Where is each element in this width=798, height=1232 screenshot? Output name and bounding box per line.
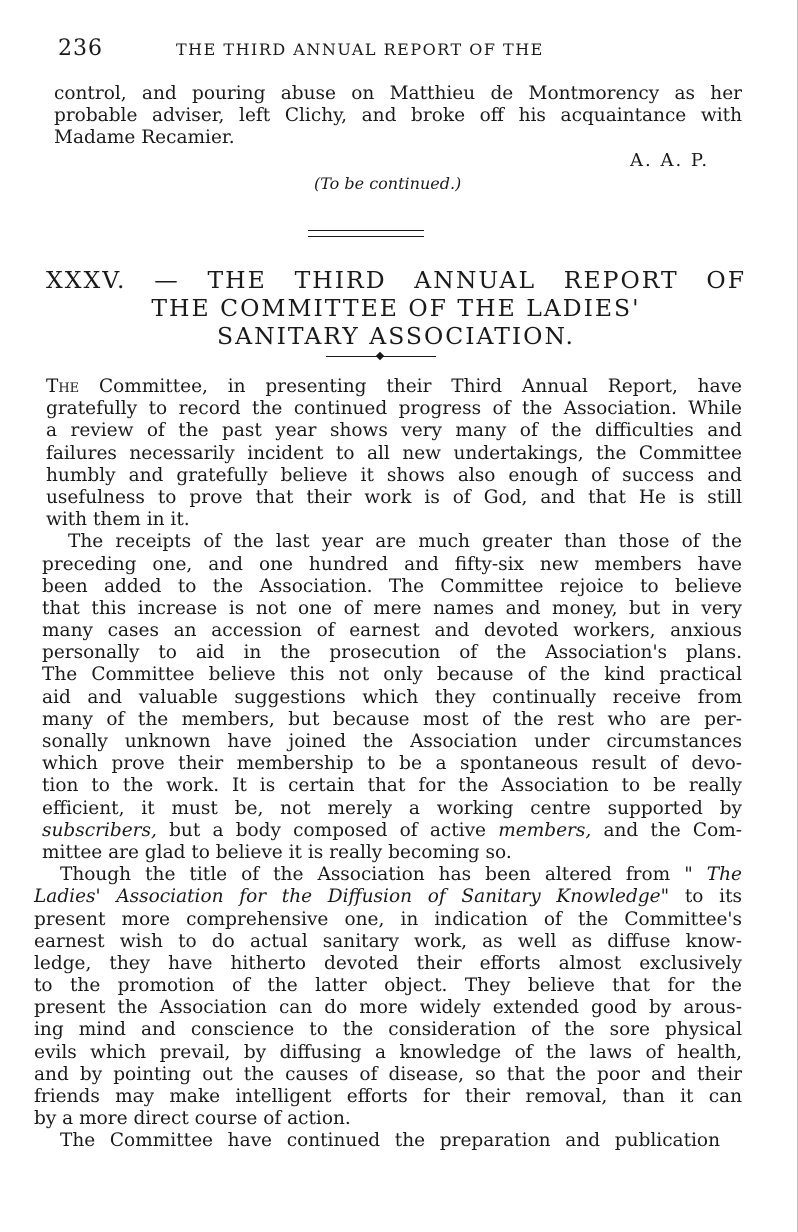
text-line: aid and valuable suggestions which they continually receive from — [42, 686, 742, 708]
section-title — [46, 266, 746, 350]
page-header — [58, 36, 748, 64]
author-initials: A. A. P. — [630, 150, 710, 171]
text-line: control, and pouring abuse on Matthieu de Montmorency as her — [54, 83, 742, 104]
text-line: ing mind and conscience to the consideration of the sore physical — [34, 1019, 742, 1041]
text-line: with them in it. — [46, 509, 190, 531]
text-line: The Committee have continued the preparation and publication — [60, 1130, 720, 1152]
text-line: tion to the work. It is certain that for the Association to be really — [42, 775, 742, 797]
text-line: usefulness to prove that their work is of God, and that He is still — [46, 486, 742, 508]
section-title-line: SANITARY ASSOCIATION. — [217, 322, 575, 350]
text-line: evils which prevail, by diffusing a knowledge of the laws of health, — [34, 1041, 742, 1063]
section-title-line: XXXV. — THE THIRD ANNUAL REPORT OF — [46, 266, 746, 294]
text-line: and by pointing out the causes of disease, so that the poor and their — [34, 1063, 742, 1085]
text-line: ledge, they have hitherto devoted their efforts almost exclusively — [34, 952, 742, 974]
section-divider-rule — [308, 236, 424, 237]
title-ornament — [326, 352, 436, 362]
lead-word: The — [46, 376, 80, 397]
text-line: to the promotion of the latter object. They believe that for the — [34, 975, 742, 997]
text-line: a review of the past year shows very many of the difficulties and — [46, 420, 742, 442]
to-be-continued-note: (To be continued.) — [314, 174, 462, 193]
text-line: The Committee believe this not only because of the kind practical — [42, 664, 742, 686]
text-line: probable adviser, left Clichy, and broke off his acquaintance with — [54, 105, 742, 127]
section-title-line: THE COMMITTEE OF THE LADIES' — [151, 294, 641, 322]
text-line: by a more direct course of action. — [34, 1108, 351, 1130]
text-line: The Committee, in presenting their Third Annual Report, have — [46, 376, 742, 397]
text-line: been added to the Association. The Committee rejoice to believe — [42, 575, 742, 597]
text-line: The receipts of the last year are much greater than those of the — [68, 531, 742, 553]
running-head: THE THIRD ANNUAL REPORT OF THE — [176, 40, 544, 59]
text-line: many cases an accession of earnest and devoted workers, anxious — [42, 620, 742, 642]
text-line: present the Association can do more widely extended good by arous- — [34, 997, 742, 1019]
text-line: personally to aid in the prosecution of the Association's plans. — [42, 642, 742, 664]
text-line: humbly and gratefully believe it shows also enough of success and — [46, 464, 742, 486]
text-line: gratefully to record the continued progress of the Association. While — [46, 398, 742, 420]
text-line: which prove their membership to be a spontaneous result of devo- — [42, 753, 742, 775]
text-line: friends may make intelligent efforts for their removal, than it can — [34, 1086, 742, 1107]
section-divider-rule — [308, 230, 424, 231]
page-number: 236 — [58, 36, 103, 61]
text-line: sonally unknown have joined the Association under circumstances — [42, 731, 742, 752]
text-line: present more comprehensive one, in indication of the Committee's — [34, 908, 742, 930]
text-line: mittee are glad to believe it is really becoming so. — [42, 841, 512, 863]
text-line: failures necessarily incident to all new undertakings, the Committee — [46, 442, 742, 464]
text-line: earnest wish to do actual sanitary work, as well as diffuse know- — [34, 930, 742, 952]
text-line: that this increase is not one of mere names and money, but in very — [42, 597, 742, 619]
text-line: Madame Recamier. — [54, 127, 235, 149]
text-line: many of the members, but because most of the rest who are per- — [42, 708, 742, 730]
text-line: Though the title of the Association has been altered from " The — [60, 864, 742, 886]
text-line: subscribers, but a body composed of active members, and the Com- — [42, 819, 743, 841]
continuation-text — [34, 83, 742, 150]
text-line: Ladies' Association for the Diffusion of Sanitary Knowledge" to its — [34, 886, 742, 908]
diamond-icon — [376, 352, 384, 360]
report-body — [34, 376, 742, 1153]
text-line: preceding one, and one hundred and fifty-six new members have — [42, 553, 742, 575]
text-line: efficient, it must be, not merely a working centre supported by — [42, 797, 742, 819]
